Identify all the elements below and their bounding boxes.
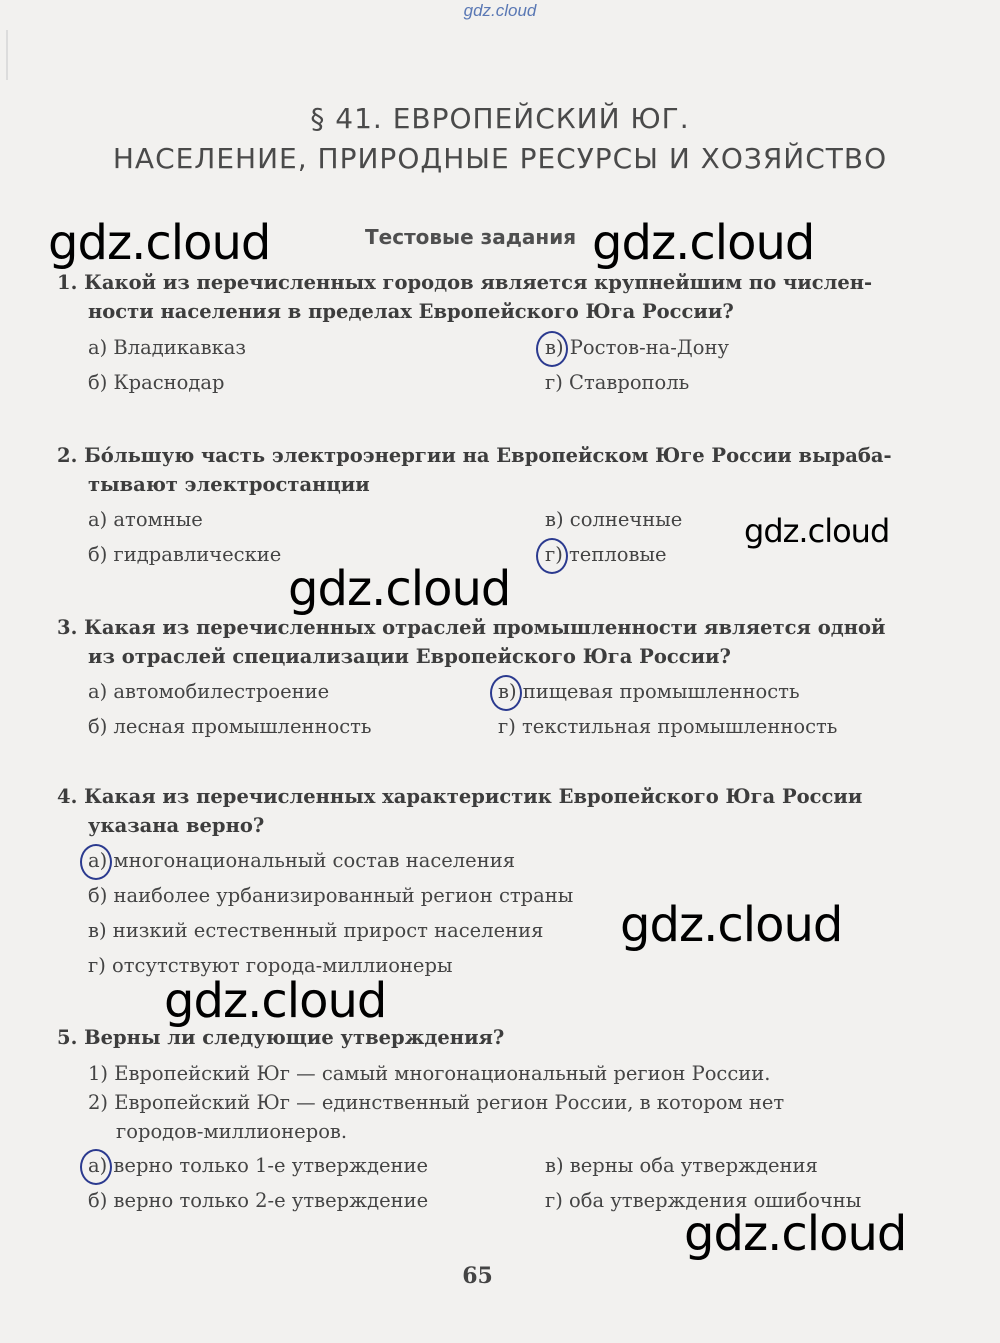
question-4-option-b[interactable]: б) наиболее урбанизированный регион страны xyxy=(88,884,574,907)
question-3-text: 3. Какая из перечисленных отраслей промышленности является одной xyxy=(57,616,886,639)
question-2-text: 2. Бо́льшую часть электроэнергии на Европейском Юге России выраба- xyxy=(57,444,892,467)
question-4-option-v[interactable]: в) низкий естественный прирост населения xyxy=(88,919,544,942)
answer-circle-5 xyxy=(80,1149,112,1185)
question-2-option-g[interactable]: г) тепловые xyxy=(545,543,667,566)
answer-circle-3 xyxy=(490,675,522,711)
question-5-statement-2: 2) Европейский Юг — единственный регион России, в котором нет xyxy=(88,1091,785,1114)
question-3-option-b[interactable]: б) лесная промышленность xyxy=(88,715,372,738)
question-3-option-v[interactable]: в) пищевая промышленность xyxy=(498,680,800,703)
watermark: gdz.cloud xyxy=(288,561,511,617)
watermark: gdz.cloud xyxy=(620,897,843,953)
question-4-text: 4. Какая из перечисленных характеристик Европейского Юга России xyxy=(57,785,863,808)
question-3-option-g[interactable]: г) текстильная промышленность xyxy=(498,715,838,738)
question-2-text-cont: тывают электростанции xyxy=(88,473,370,496)
answer-circle-1 xyxy=(536,331,568,367)
page-number: 65 xyxy=(462,1263,493,1289)
watermark: gdz.cloud xyxy=(744,512,890,550)
question-1-option-a[interactable]: а) Владикавказ xyxy=(88,336,247,359)
question-5-option-a[interactable]: а) верно только 1-е утверждение xyxy=(88,1154,429,1177)
question-1-option-v[interactable]: в) Ростов-на-Дону xyxy=(545,336,729,359)
question-4-option-g[interactable]: г) отсутствуют города-миллионеры xyxy=(88,954,453,977)
watermark: gdz.cloud xyxy=(164,973,387,1029)
watermark: gdz.cloud xyxy=(592,215,815,271)
question-3-option-a[interactable]: а) автомобилестроение xyxy=(88,680,330,703)
question-1-option-b[interactable]: б) Краснодар xyxy=(88,371,225,394)
question-1-text: 1. Какой из перечисленных городов является крупнейшим по числен- xyxy=(57,271,873,294)
question-5-option-v[interactable]: в) верны оба утверждения xyxy=(545,1154,818,1177)
question-1-text-cont: ности населения в пределах Европейского Юга России? xyxy=(88,300,734,323)
question-5-text: 5. Верны ли следующие утверждения? xyxy=(57,1026,505,1049)
chapter-title-line2: НАСЕЛЕНИЕ, ПРИРОДНЫЕ РЕСУРСЫ И ХОЗЯЙСТВО xyxy=(112,142,888,175)
chapter-title-line1: § 41. ЕВРОПЕЙСКИЙ ЮГ. xyxy=(310,102,690,135)
question-2-option-v[interactable]: в) солнечные xyxy=(545,508,683,531)
question-1-option-g[interactable]: г) Ставрополь xyxy=(545,371,690,394)
watermark: gdz.cloud xyxy=(684,1206,907,1262)
question-4-text-cont: указана верно? xyxy=(88,814,265,837)
question-3-text-cont: из отраслей специализации Европейского Юга России? xyxy=(88,645,731,668)
section-heading: Тестовые задания xyxy=(365,225,577,249)
question-5-option-g[interactable]: г) оба утверждения ошибочны xyxy=(545,1189,862,1212)
question-5-option-b[interactable]: б) верно только 2-е утверждение xyxy=(88,1189,429,1212)
watermark: gdz.cloud xyxy=(48,215,271,271)
question-5-statement-1: 1) Европейский Юг — самый многонациональный регион России. xyxy=(88,1062,771,1085)
question-2-option-a[interactable]: а) атомные xyxy=(88,508,203,531)
top-watermark: gdz.cloud xyxy=(463,1,537,20)
question-4-option-a[interactable]: а) многонациональный состав населения xyxy=(88,849,516,872)
answer-circle-4 xyxy=(80,844,112,880)
scan-edge-mark xyxy=(6,30,8,80)
answer-circle-2 xyxy=(536,538,568,574)
question-5-statement-2-cont: городов-миллионеров. xyxy=(116,1120,348,1143)
question-2-option-b[interactable]: б) гидравлические xyxy=(88,543,282,566)
